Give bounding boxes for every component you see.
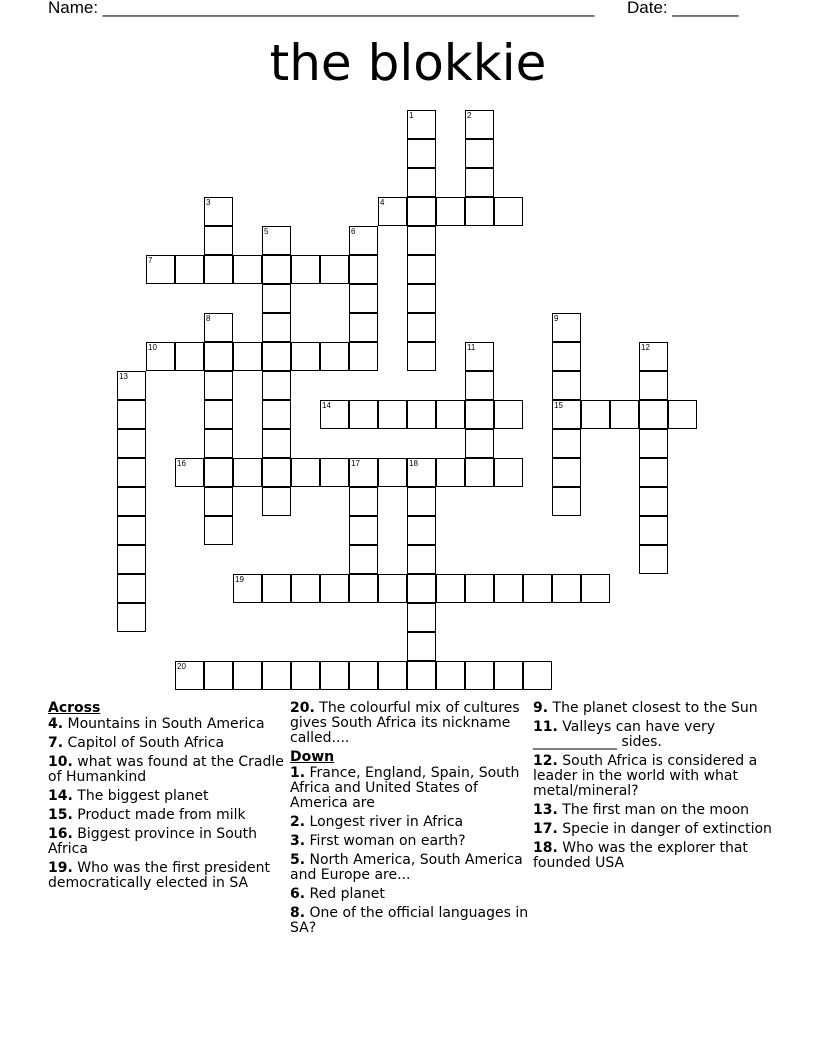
crossword-cell[interactable] — [523, 574, 552, 603]
clue-num: 17. — [533, 821, 558, 837]
crossword-cell[interactable] — [320, 255, 349, 284]
page-title: the blokkie — [269, 34, 547, 92]
crossword-cell[interactable] — [262, 458, 291, 487]
crossword-cell[interactable] — [407, 284, 436, 313]
crossword-cell[interactable] — [407, 603, 436, 632]
down-clue — [533, 841, 773, 871]
crossword-cell[interactable] — [262, 400, 291, 429]
down-clue — [290, 906, 530, 936]
clues-column-2 — [290, 701, 530, 940]
crossword-cell[interactable] — [407, 168, 436, 197]
down-clue — [533, 822, 773, 837]
crossword-cell[interactable] — [378, 458, 407, 487]
crossword-cell[interactable] — [552, 342, 581, 371]
crossword-cell[interactable] — [349, 284, 378, 313]
crossword-cell[interactable] — [407, 574, 436, 603]
crossword-cell[interactable] — [291, 458, 320, 487]
crossword-cell[interactable] — [320, 574, 349, 603]
clue-num: 16. — [48, 826, 73, 842]
crossword-cell[interactable] — [639, 487, 668, 516]
crossword-cell[interactable] — [407, 255, 436, 284]
clue-num: 11. — [533, 719, 558, 735]
crossword-cell[interactable] — [117, 487, 146, 516]
crossword-cell[interactable] — [552, 487, 581, 516]
across-clue — [48, 808, 288, 823]
crossword-cell[interactable] — [465, 371, 494, 400]
clue-number: 8 — [206, 314, 211, 323]
across-clue — [48, 827, 288, 857]
down-clue — [533, 701, 773, 716]
clue-text: Product made from milk — [77, 807, 246, 823]
crossword-cell[interactable] — [436, 197, 465, 226]
crossword-cell[interactable] — [494, 458, 523, 487]
crossword-cell[interactable] — [407, 632, 436, 661]
clue-number: 10 — [148, 343, 157, 352]
crossword-cell[interactable] — [262, 342, 291, 371]
down-clue — [290, 834, 530, 849]
crossword-cell[interactable] — [349, 661, 378, 690]
crossword-cell[interactable] — [117, 400, 146, 429]
crossword-cell[interactable] — [552, 574, 581, 603]
crossword-cell[interactable] — [378, 574, 407, 603]
across-clue — [48, 861, 288, 891]
down-clue — [290, 815, 530, 830]
clue-text: The first man on the moon — [562, 802, 750, 818]
clue-number: 7 — [148, 256, 153, 265]
crossword-cell[interactable] — [407, 342, 436, 371]
crossword-cell[interactable] — [349, 516, 378, 545]
clue-text: Capitol of South Africa — [67, 735, 225, 751]
clue-number: 12 — [641, 343, 650, 352]
crossword-cell[interactable] — [378, 661, 407, 690]
clue-num: 10. — [48, 754, 73, 770]
crossword-cell[interactable] — [204, 661, 233, 690]
clue-number: 18 — [409, 459, 418, 468]
clue-number: 9 — [554, 314, 559, 323]
clue-number: 4 — [380, 198, 385, 207]
crossword-cell[interactable] — [436, 400, 465, 429]
crossword-cell[interactable] — [117, 458, 146, 487]
crossword-cell[interactable] — [639, 429, 668, 458]
crossword-cell[interactable] — [204, 255, 233, 284]
crossword-cell[interactable] — [465, 458, 494, 487]
name-field[interactable]: Name: ____________________________________________________ — [48, 0, 595, 17]
crossword-cell[interactable] — [204, 458, 233, 487]
crossword-cell[interactable] — [639, 516, 668, 545]
across-clue — [48, 789, 288, 804]
date-field[interactable]: Date: _______ — [627, 0, 739, 17]
crossword-cell[interactable] — [117, 516, 146, 545]
crossword-cell[interactable] — [204, 226, 233, 255]
crossword-cell[interactable] — [465, 168, 494, 197]
crossword-cell[interactable] — [204, 400, 233, 429]
clue-num: 6. — [290, 886, 306, 902]
crossword-cell[interactable] — [233, 661, 262, 690]
crossword-cell[interactable] — [233, 255, 262, 284]
down-clue — [290, 853, 530, 883]
crossword-cell[interactable] — [117, 429, 146, 458]
crossword-cell[interactable] — [291, 342, 320, 371]
crossword-cell[interactable] — [407, 487, 436, 516]
clue-num: 4. — [48, 716, 64, 732]
crossword-cell[interactable] — [262, 487, 291, 516]
clue-num: 12. — [533, 753, 558, 769]
crossword-cell[interactable] — [204, 371, 233, 400]
crossword-cell[interactable] — [291, 574, 320, 603]
crossword-cell[interactable] — [117, 574, 146, 603]
clue-text: Valleys can have very ____________ sides. — [533, 719, 716, 750]
crossword-cell[interactable] — [262, 574, 291, 603]
crossword-cell[interactable] — [639, 458, 668, 487]
crossword-cell[interactable] — [349, 313, 378, 342]
across-heading: Across — [48, 700, 101, 716]
clue-number: 13 — [119, 372, 128, 381]
clues-column-1 — [48, 701, 288, 895]
crossword-cell[interactable] — [436, 574, 465, 603]
crossword-cell[interactable] — [465, 661, 494, 690]
clue-number: 3 — [206, 198, 211, 207]
crossword-cell[interactable] — [407, 313, 436, 342]
down-clue — [533, 803, 773, 818]
clue-text: Who was the explorer that founded USA — [533, 840, 748, 871]
clue-number: 1 — [409, 111, 414, 120]
clue-number: 6 — [351, 227, 356, 236]
crossword-cell[interactable] — [407, 400, 436, 429]
clue-text: Who was the first president democratically elected in SA — [48, 860, 270, 891]
crossword-cell[interactable] — [349, 342, 378, 371]
down-heading: Down — [290, 749, 335, 765]
clue-num: 19. — [48, 860, 73, 876]
crossword-cell[interactable] — [349, 545, 378, 574]
crossword-cell[interactable] — [494, 400, 523, 429]
clue-text: Longest river in Africa — [309, 814, 464, 830]
crossword-cell[interactable] — [378, 400, 407, 429]
crossword-cell[interactable] — [465, 139, 494, 168]
crossword-cell[interactable] — [204, 342, 233, 371]
crossword-cell[interactable] — [349, 487, 378, 516]
crossword-cell[interactable] — [117, 603, 146, 632]
clue-text: The biggest planet — [77, 788, 209, 804]
clue-number: 19 — [235, 575, 244, 584]
crossword-cell[interactable] — [175, 342, 204, 371]
crossword-cell[interactable] — [581, 574, 610, 603]
crossword-cell[interactable] — [233, 458, 262, 487]
crossword-cell[interactable] — [320, 458, 349, 487]
crossword-cell[interactable] — [436, 661, 465, 690]
crossword-cell[interactable] — [349, 574, 378, 603]
clue-num: 3. — [290, 833, 306, 849]
down-clue — [533, 754, 773, 799]
clue-text: The colourful mix of cultures gives South Africa its nickname called.... — [290, 700, 520, 746]
crossword-cell[interactable] — [639, 545, 668, 574]
clue-number: 20 — [177, 662, 186, 671]
crossword-cell[interactable] — [552, 371, 581, 400]
crossword-cell[interactable] — [204, 429, 233, 458]
crossword-cell[interactable] — [407, 197, 436, 226]
crossword-cell[interactable] — [407, 545, 436, 574]
crossword-cell[interactable] — [117, 545, 146, 574]
down-clue — [533, 720, 773, 750]
crossword-cell[interactable] — [494, 574, 523, 603]
clue-num: 20. — [290, 700, 315, 716]
clue-num: 8. — [290, 905, 306, 921]
crossword-cell[interactable] — [465, 197, 494, 226]
crossword-cell[interactable] — [407, 661, 436, 690]
across-clue — [48, 717, 288, 732]
clue-text: Specie in danger of extinction — [562, 821, 772, 837]
clue-text: what was found at the Cradle of Humankind — [48, 754, 284, 785]
across-clue — [48, 736, 288, 751]
clue-text: Red planet — [309, 886, 385, 902]
crossword-cell[interactable] — [407, 516, 436, 545]
crossword-cell[interactable] — [262, 429, 291, 458]
crossword-cell[interactable] — [262, 284, 291, 313]
crossword-cell[interactable] — [204, 487, 233, 516]
clue-number: 17 — [351, 459, 360, 468]
clue-text: First woman on earth? — [309, 833, 466, 849]
crossword-cell[interactable] — [262, 661, 291, 690]
across-clue — [48, 755, 288, 785]
crossword-cell[interactable] — [407, 139, 436, 168]
crossword-cell[interactable] — [639, 371, 668, 400]
crossword-cell[interactable] — [349, 400, 378, 429]
clue-number: 2 — [467, 111, 472, 120]
crossword-cell[interactable] — [291, 661, 320, 690]
crossword-cell[interactable] — [465, 574, 494, 603]
crossword-cell[interactable] — [204, 516, 233, 545]
crossword-cell[interactable] — [436, 458, 465, 487]
crossword-cell[interactable] — [552, 429, 581, 458]
crossword-cell[interactable] — [291, 255, 320, 284]
clue-text: One of the official languages in SA? — [290, 905, 529, 936]
clue-num: 18. — [533, 840, 558, 856]
crossword-cell[interactable] — [349, 255, 378, 284]
clue-text: North America, South America and Europe are... — [290, 852, 523, 883]
crossword-cell[interactable] — [320, 342, 349, 371]
clue-number: 15 — [554, 401, 563, 410]
crossword-cell[interactable] — [610, 400, 639, 429]
clue-num: 5. — [290, 852, 306, 868]
across-clue — [290, 701, 530, 746]
clue-text: France, England, Spain, South Africa and United States of America are — [290, 765, 520, 811]
crossword-cell[interactable] — [639, 400, 668, 429]
clue-text: Biggest province in South Africa — [48, 826, 257, 857]
clue-num: 15. — [48, 807, 73, 823]
crossword-cell[interactable] — [494, 661, 523, 690]
down-clue — [290, 887, 530, 902]
clue-text: South Africa is considered a leader in the world with what metal/mineral? — [533, 753, 758, 799]
clue-text: Mountains in South America — [67, 716, 265, 732]
crossword-cell[interactable] — [668, 400, 697, 429]
clue-number: 5 — [264, 227, 269, 236]
crossword-cell[interactable] — [262, 313, 291, 342]
crossword-cell[interactable] — [581, 400, 610, 429]
clues-column-3 — [533, 701, 773, 875]
crossword-cell[interactable] — [407, 226, 436, 255]
crossword-cell[interactable] — [552, 458, 581, 487]
clue-num: 9. — [533, 700, 549, 716]
crossword-cell[interactable] — [175, 255, 204, 284]
clue-number: 11 — [467, 343, 476, 352]
crossword-cell[interactable] — [465, 429, 494, 458]
clue-text: The planet closest to the Sun — [552, 700, 758, 716]
crossword-cell[interactable] — [465, 400, 494, 429]
clue-num: 7. — [48, 735, 64, 751]
clue-num: 1. — [290, 765, 306, 781]
crossword-cell[interactable] — [523, 661, 552, 690]
clue-number: 16 — [177, 459, 186, 468]
down-clue — [290, 766, 530, 811]
crossword-cell[interactable] — [262, 255, 291, 284]
clue-num: 13. — [533, 802, 558, 818]
crossword-cell[interactable] — [320, 661, 349, 690]
crossword-cell[interactable] — [262, 371, 291, 400]
crossword-cell[interactable] — [494, 197, 523, 226]
clue-number: 14 — [322, 401, 331, 410]
clue-num: 2. — [290, 814, 306, 830]
crossword-cell[interactable] — [233, 342, 262, 371]
clue-num: 14. — [48, 788, 73, 804]
